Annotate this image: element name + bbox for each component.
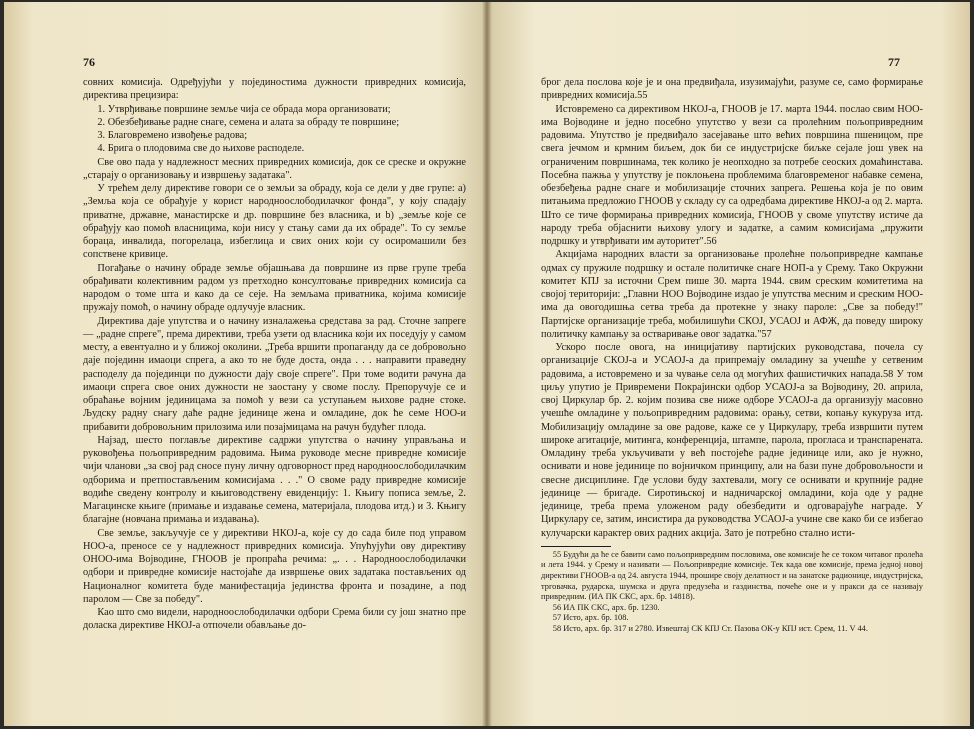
paragraph: У трећем делу директиве говори се о земљи за обраду, која се дели у две групе: а) „Земља која се обрађује у корист народноослободилачког фонда", у коју спадају приватне, државне, манастирске и др. површине без власника, и b) „земље које се обрађују као помоћ власницима, који нису у стању сами да их обраде". То су земље бораца, инвалида, погорелаца, избеглица и свих оних који су осиромашили без сопствене кривице. [83,183,466,261]
paragraph: Ускоро после овога, на иницијативу партијских руководстава, почела су организације СКОЈ-а и УСАОЈ-а да припремају омладину за учешће у сетвеним радовима, а истовремено и за чување села од могућих фашистичких напада.58 У том циљу упутио је Привремени Покрајински одбор УСАОЈ-а за Војводину, 20. априла, свој Циркулар бр. 2. којим позива све ниже одборе УСАОЈ-а да организују масовно учешће омладине у пољопривредним радовима: орању, сетви, копању кукуруза итд. Мобилизацију омладине за ове радове, каже се у Циркулару, треба извршити путем широке агитације, митинга, конференција, штампе, парола, прогласа и транспарената. Омладину треба укључивати у већ постојеће радне јединице или, ако је нужно, оснивати и нове јединице по војничком принципу, али на бази пуне добровољности и свесне дисциплине. Где услови буду захтевали, могу се оснивати и крупније радне јединице — бригаде. Сиротињској и надничарској омладини, која оде у радне јединице, треба према уложеном раду обезбедити и одговарајуће награде. У Циркулару се, затим, инсистира да руководства УСАОЈ-а учине све како би се избегао кулучарски карактер ових радних акција. Зато је потребно стално исти- [541,342,923,539]
page-number-left: 76 [83,55,95,69]
paragraph: Директива даје упутства и о начину изналажења средстава за рад. Сточне запреге — „радне спреге", према директиви, треба узети од власника који их поседују у самом месту, а евентуално и у ближој околини. „Треба вршити пропаганду да се добровољно даје појединн имаоци спрега, а ако то не буде доста, онда . . . направити праведну расподелу да појединци по дужности дају своје спреге". При томе водити рачуна да имаоци спрега свое оних дужности не заостану у своме послу. Препоручује се и обраћање војним јединицама за помоћ у вези са уступањем њихове радне стоке. Људску радну снагу даће радне јединице жена и омладине, док ће семе НОО-и прибавити добровољним прилозима или позајмицама на рачун будућег плода. [83,315,466,433]
footnote: 58 Исто, арх. бр. 317 и 2780. Извештај СК КПЈ Ст. Пазова ОК-у КПЈ ист. Срем, 11. V 44. [552,623,868,633]
footnote: 57 Исто, арх. бр. 108. [552,613,629,623]
list-item: 3. Благовремено извођење радова; [97,130,248,141]
paragraph: Као што смо видели, народноослободилачки одбори Срема били су још знатно пре доласка директиве НКОЈ-а отпочели обављање до- [83,607,466,632]
footnote: 56 ИА ПК СКС, арх. бр. 1230. [552,602,660,612]
footnote: 55 Будући да ће се бавити само пољопривредним пословима, ове комисије ће се током читавог пролећа и лета 1944. у Срему и називати — Пољопривредне комисије. Тек када ове комисије, према једној новој директиви ГНООВ-а од 24. августа 1944, прошире своју делатност и на занатске радионице, индустријска, трговачка, рударска, шумска и друга предузећа и газдинства, почеће оне и у пракси да се називају привредним. (ИА ПК СКС, арх. бр. 14818). [541,549,923,602]
open-book [4,2,970,726]
right-page [487,2,970,726]
list-item: 2. Обезбеђивање радне снаге, семена и алата за обраду те површине; [97,116,400,128]
footnotes [541,550,923,635]
left-page-text [83,76,466,633]
paragraph: брог дела послова које је и она предвиђала, изузимајући, разуме се, само формирање привредних комисија.55 [541,77,923,102]
paragraph: Погађање о начину обраде земље објашњава да површине из прве групе треба обрађивати колективним радом уз претходно консултовање привредних комисија са народом о томе шта и како да се сеје. На земљама приватника, којима комисије пружају помоћ, о начину обраде одлучује власник. [83,262,466,314]
page-number-right: 77 [888,55,900,69]
paragraph: Најзад, шесто поглавље директиве садржи упутства о начину управљања и руковођења пољопривредним радовима. Њима руководе месне привредне комисије чији чланови „за свој рад сносе пуну личну одговорност пред народноослободилачким одборима и претпостављеним комисијама . . ." О своме раду привредне комисије водиће сведену контролу и књиговодствену евиденцију: 1. Књигу пописа земље, 2. Магацинске књиге (примање и издавање семена, материјала, плодова итд.) и 3. Књигу благајне (новчана примања и издавања). [83,434,466,526]
paragraph: Истовремено са директивом НКОЈ-а, ГНООВ је 17. марта 1944. послао свим НОО-има Војводине и једно посебно упутство у вези са пролећним пољопривредним радовима. Упутство је предвиђало засејавање што већих површина пшеницом, пре свега јечмом и крмним биљем, док би се индустријске биљке сејале још увек на ограниченим површинама, тек колико је неопходно за потребе сеоских домаћинстава. Посебна пажња у упутству је поклоњена проблемима благовременог набавке семена, обезбеђења радне снаге и мобилизације сточних запрега. Решења која је по овим питањима предложио ГНООВ у складу су са одредбама директиве НКОЈ-а од 2. марта. Што се тиче формирања привредних комисија, ГНООВ у своме упутству истиче да народу треба објаснити њихову улогу и задатке, а самим комисијама „пружити подршку и утврђивати им ауторитет".56 [541,103,923,247]
left-page [4,2,487,726]
paragraph: Све земље, закључује се у директиви НКОЈ-а, које су до сада биле под управом НОО-а, преносе се у надлежност привредних комисија. Упућујући ову директиву ОНОО-има Војводине, ГНООВ је пропраћа речима: „. . . Народноослободилачки одбори и привредне комисије настојаће да извршење ових задатака постављених од Националног комитета буде манифестација јединства фронта и позадине, а под паролом — Све за победу". [83,527,466,605]
paragraph: Акцијама народних власти за организовање пролећне пољопривредне кампање одмах су пружиле подршку и остале политичке снаге НОП-а у Срему. Тако Окружни комитет КПЈ за источни Срем пише 30. марта 1944. свим среским комитетима на својој територији: „Главни НОО Војводине издао је упутства месним и среским НОО-има да овогодишња сетва треба да протекне у знаку пароле: „Све за победу!" Партијске организације треба, мобилишући СКОЈ, УСАОЈ и АФЖ, да поведу широку политичку кампању за остваривање овог задатка."57 [541,249,923,340]
paragraph: совних комисија. Одређујући у појединостима дужности привредних комисија, директива прецизира: [83,77,466,102]
list-item: 4. Брига о плодовима све до њихове расподеле. [97,143,305,155]
right-page-text [541,76,923,635]
paragraph: Све ово пада у надлежност месних привредних комисија, док се среске и окружне „старају о организовању и извршењу задатака". [83,156,466,181]
list-item: 1. Утврђивање површине земље чија се обрада мора организовати; [97,103,391,115]
footnote-divider [541,546,611,547]
